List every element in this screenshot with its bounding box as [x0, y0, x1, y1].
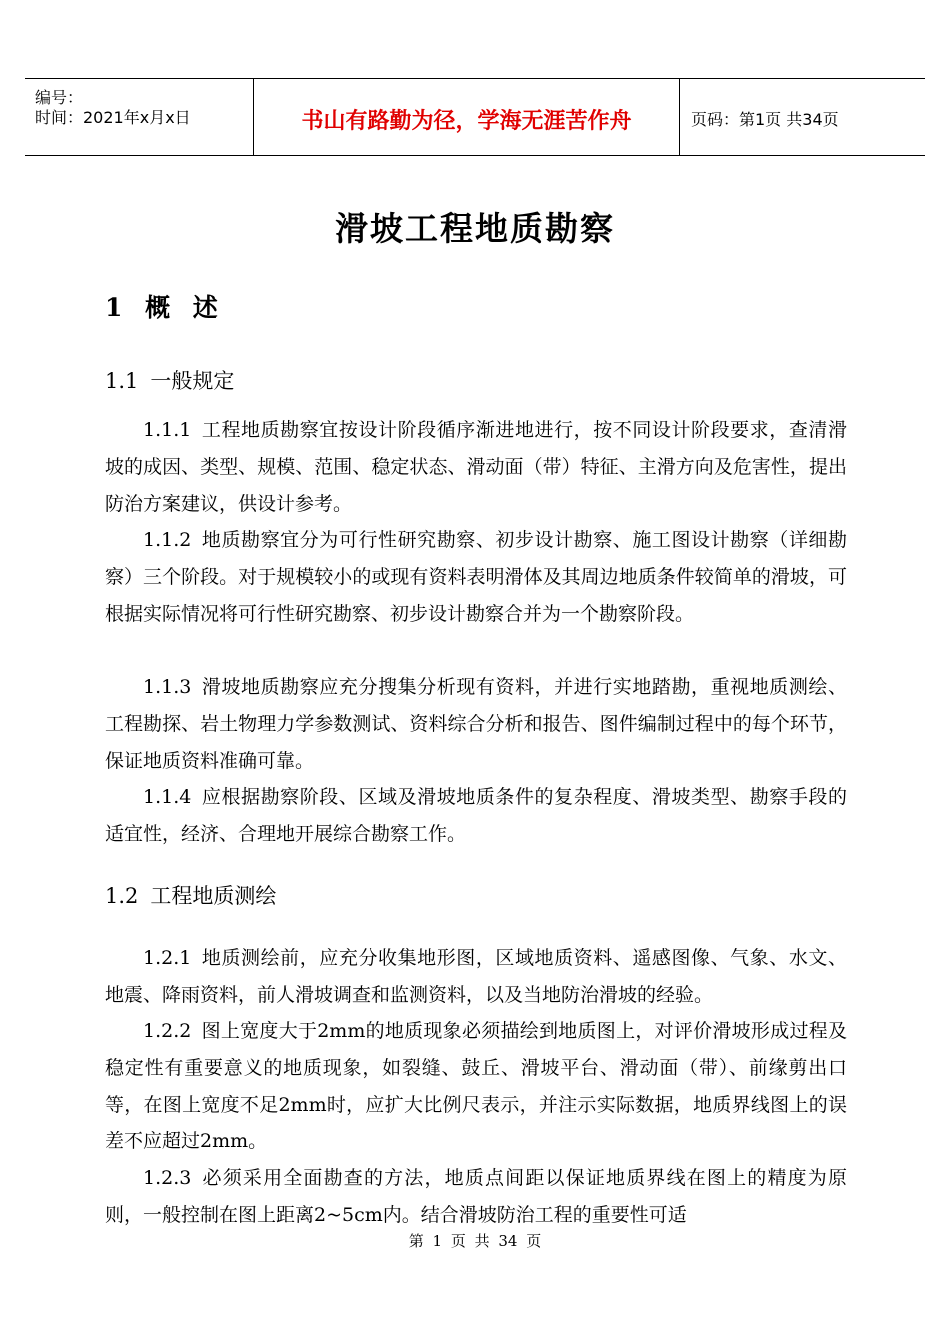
document-title: 滑坡工程地质勘察 [335, 209, 615, 248]
paragraph-1-1-1 [105, 412, 847, 522]
paragraph-text: 滑坡地质勘察应充分搜集分析现有资料，并进行实地踏勘，重视地质测绘、工程勘探、岩土物理力学参数测试、资料综合分析和报告、图件编制过程中的每个环节，保证地质资料准确可靠。 [105, 676, 847, 772]
section-heading: 1 概 述 [105, 293, 222, 322]
paragraph-number: 1.2.2 [143, 1020, 192, 1042]
time-label: 时间：2021年x月x日 [35, 108, 191, 127]
paragraph-number: 1.1.1 [143, 419, 192, 441]
subsection-number: 1.2 [105, 884, 139, 908]
paragraph-1-1-3 [105, 669, 847, 779]
paragraph-number: 1.2.1 [143, 947, 192, 969]
paragraph-1-1-4 [105, 779, 847, 853]
paragraph-1-2-2 [105, 1013, 847, 1160]
paragraph-number: 1.1.3 [143, 676, 192, 698]
paragraph-1-2-3 [105, 1160, 847, 1234]
motto: 书山有路勤为径，学海无涯苦作舟 [301, 109, 632, 134]
header-page-cell [679, 79, 925, 155]
paragraph-1-1-2 [105, 522, 847, 632]
paragraph-1-2-1 [105, 940, 847, 1014]
subsection-title: 工程地质测绘 [150, 884, 277, 908]
paragraph-number: 1.2.3 [143, 1167, 192, 1189]
paragraph-text: 地质测绘前，应充分收集地形图，区域地质资料、遥感图像、气象、水文、地震、降雨资料，前人滑坡调查和监测资料，以及当地防治滑坡的经验。 [105, 947, 847, 1006]
header-motto-cell [253, 79, 680, 155]
paragraph-number: 1.1.4 [143, 786, 192, 808]
page-footer: 第 1 页 共 34 页 [408, 1232, 542, 1250]
paragraph-text: 地质勘察宜分为可行性研究勘察、初步设计勘察、施工图设计勘察（详细勘察）三个阶段。对于规模较小的或现有资料表明滑体及其周边地质条件较简单的滑坡，可根据实际情况将可行性研究勘察、初步设计勘察合并为一个勘察阶段。 [105, 529, 847, 625]
document-header [25, 78, 925, 156]
subsection-heading-1-1 [105, 365, 234, 395]
paragraph-number: 1.1.2 [143, 529, 192, 551]
paragraph-text: 应根据勘察阶段、区域及滑坡地质条件的复杂程度、滑坡类型、勘察手段的适宜性，经济、合理地开展综合勘察工作。 [105, 786, 847, 845]
subsection-number: 1.1 [105, 369, 139, 393]
page-code: 页码：第1页 共34页 [691, 110, 839, 129]
subsection-heading-1-2 [105, 880, 276, 910]
number-label: 编号： [35, 88, 84, 107]
paragraph-text: 必须采用全面勘查的方法，地质点间距以保证地质界线在图上的精度为原则，一般控制在图上距离2~5cm内。结合滑坡防治工程的重要性可适 [105, 1167, 847, 1226]
subsection-title: 一般规定 [150, 369, 235, 393]
paragraph-text: 工程地质勘察宜按设计阶段循序渐进地进行，按不同设计阶段要求，查清滑坡的成因、类型、规模、范围、稳定状态、滑动面（带）特征、主滑方向及危害性，提出防治方案建议，供设计参考。 [105, 419, 847, 515]
paragraph-text: 图上宽度大于2mm的地质现象必须描绘到地质图上，对评价滑坡形成过程及稳定性有重要意义的地质现象，如裂缝、鼓丘、滑坡平台、滑动面（带）、前缘剪出口等，在图上宽度不足2mm时，应扩大比例尺表示，并注示实际数据，地质界线图上的误差不应超过2mm。 [105, 1020, 847, 1153]
header-meta-cell [25, 79, 253, 155]
